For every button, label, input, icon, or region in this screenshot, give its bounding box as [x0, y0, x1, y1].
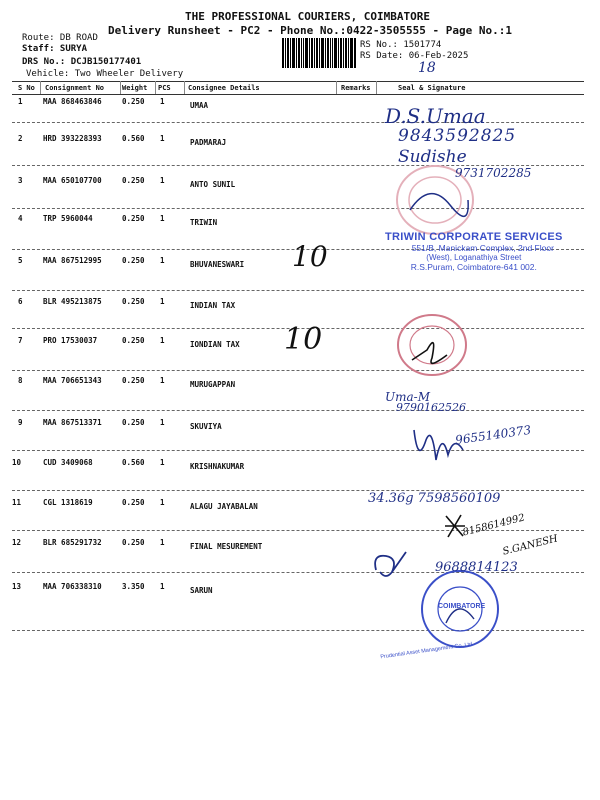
cell-pcs: 1: [160, 376, 165, 385]
col-divider: [376, 81, 377, 94]
cell-sno: 13: [12, 582, 22, 591]
cell-pcs: 1: [160, 256, 165, 265]
cell-pcs: 1: [160, 538, 165, 547]
cell-consignment-no: TRP 5960044: [43, 214, 93, 223]
remark-mark-row5: 10: [292, 240, 328, 273]
signature-phone-row9: 9655140373: [454, 422, 532, 448]
cell-consignee: SKUVIYA: [190, 422, 222, 431]
cell-consignee: PADMARAJ: [190, 138, 227, 147]
cell-consignment-no: PRO 17530037: [43, 336, 98, 345]
cell-weight: 0.250: [122, 418, 145, 427]
cell-pcs: 1: [160, 97, 165, 106]
signature-text-row11: 34.36g 7598560109: [368, 491, 501, 506]
signature-name-row8: Uma-M: [385, 390, 430, 404]
signature-phone-row12: 8158614992: [461, 512, 527, 539]
signature-name-row2: Sudishe: [398, 147, 467, 167]
row-divider: [12, 450, 584, 451]
staff-label: Staff: SURYA: [22, 44, 88, 54]
signature-phone-row3: 9731702285: [455, 166, 532, 180]
route-label: Route: DB ROAD: [22, 33, 98, 43]
col-divider: [155, 81, 156, 94]
cell-consignment-no: CGL 1318619: [43, 498, 93, 507]
cell-consignment-no: MAA 706651343: [43, 376, 102, 385]
handwritten-count: 18: [418, 60, 436, 76]
rs-date: RS Date: 06-Feb-2025: [360, 51, 469, 61]
triwin-stamp: [385, 231, 563, 272]
cell-consignment-no: MAA 867512995: [43, 256, 102, 265]
cell-weight: 0.250: [122, 538, 145, 547]
company-title: THE PROFESSIONAL COURIERS, COIMBATORE: [185, 10, 431, 23]
signature-phone-row13: 9688814123: [435, 560, 518, 575]
cell-pcs: 1: [160, 336, 165, 345]
prudential-seal-city: COIMBATORE: [438, 603, 486, 610]
signature-name-row1: D.S.Umaa: [385, 104, 486, 128]
cell-consignment-no: MAA 706338310: [43, 582, 102, 591]
triwin-stamp-line1: 551/B, Manickam Complex, 2nd Floor: [411, 243, 554, 253]
rs-number: RS No.: 1501774: [360, 40, 442, 50]
signature-name-row12: S.GANESH: [501, 533, 560, 558]
col-header-sno: S No: [18, 84, 35, 92]
cell-weight: 0.250: [122, 256, 145, 265]
cell-sno: 5: [18, 256, 23, 265]
cell-sno: 7: [18, 336, 23, 345]
cell-consignment-no: CUD 3409068: [43, 458, 93, 467]
signature-scribble-row13: [370, 548, 410, 582]
cell-sno: 2: [18, 134, 23, 143]
cell-sno: 6: [18, 297, 23, 306]
prudential-seal-ring: Prudential Asset Management Co. Ltd: [380, 641, 473, 661]
cell-consignee: ALAGU JAYABALAN: [190, 502, 258, 511]
signature-phone-row1: 9843592825: [398, 126, 517, 146]
triwin-stamp-name: TRIWIN CORPORATE SERVICES: [385, 231, 563, 243]
cell-consignee: TRIWIN: [190, 218, 218, 227]
cell-consignee: INDIAN TAX: [190, 301, 236, 310]
cell-consignee: IONDIAN TAX: [190, 340, 240, 349]
cell-weight: 0.250: [122, 498, 145, 507]
cell-consignee: FINAL MESUREMENT: [190, 542, 263, 551]
cell-consignment-no: MAA 868463846: [43, 97, 102, 106]
cell-consignment-no: BLR 685291732: [43, 538, 102, 547]
cell-weight: 0.560: [122, 458, 145, 467]
col-divider: [40, 81, 41, 94]
drs-number: DRS No.: DCJB150177401: [22, 57, 142, 67]
row-divider: [12, 410, 584, 411]
cell-consignee: KRISHNAKUMAR: [190, 462, 245, 471]
cell-sno: 3: [18, 176, 23, 185]
cell-sno: 11: [12, 498, 22, 507]
cell-pcs: 1: [160, 418, 165, 427]
cell-consignment-no: MAA 650107700: [43, 176, 102, 185]
cell-pcs: 1: [160, 498, 165, 507]
cell-pcs: 1: [160, 176, 165, 185]
row-divider: [12, 530, 584, 531]
cell-pcs: 1: [160, 214, 165, 223]
cell-consignment-no: MAA 867513371: [43, 418, 102, 427]
cell-sno: 12: [12, 538, 22, 547]
cell-consignee: SARUN: [190, 586, 213, 595]
cell-consignee: ANTO SUNIL: [190, 180, 236, 189]
cell-consignee: UMAA: [190, 101, 209, 110]
cell-weight: 0.250: [122, 176, 145, 185]
cell-weight: 0.560: [122, 134, 145, 143]
cell-sno: 4: [18, 214, 23, 223]
signature-scribble-row9: [408, 420, 468, 470]
col-header-remarks: Remarks: [341, 84, 371, 92]
cell-pcs: 1: [160, 297, 165, 306]
cell-sno: 8: [18, 376, 23, 385]
cell-weight: 0.250: [122, 214, 145, 223]
col-header-pcs: PCS: [158, 84, 171, 92]
remark-mark-row7: 10: [284, 322, 323, 357]
cell-consignee: MURUGAPPAN: [190, 380, 236, 389]
row-divider: [12, 370, 584, 371]
cell-weight: 0.250: [122, 297, 145, 306]
cell-consignment-no: HRD 393228393: [43, 134, 102, 143]
col-divider: [336, 81, 337, 94]
row-divider: [12, 208, 584, 209]
runsheet-title: Delivery Runsheet - PC2 - Phone No.:0422-3505555 - Page No.:1: [108, 24, 512, 37]
cell-pcs: 1: [160, 458, 165, 467]
cell-weight: 0.250: [122, 336, 145, 345]
col-header-consignment: Consignment No: [45, 84, 105, 92]
cell-weight: 0.250: [122, 376, 145, 385]
signature-phone-row8: 9790162526: [396, 401, 466, 414]
cell-sno: 1: [18, 97, 23, 106]
col-header-seal-signature: Seal & Signature: [398, 84, 466, 92]
col-divider: [120, 81, 121, 94]
triwin-stamp-line2: (West), Loganathiya Street: [426, 253, 522, 262]
cell-weight: 3.350: [122, 582, 145, 591]
header-bottom-rule: [12, 94, 584, 95]
row-divider: [12, 122, 584, 123]
row-divider: [12, 290, 584, 291]
col-header-weight: Weight: [122, 84, 148, 92]
cell-consignee: BHUVANESWARI: [190, 260, 245, 269]
round-seal-stamp-row7: [392, 310, 472, 380]
cell-sno: 9: [18, 418, 23, 427]
triwin-stamp-line3: R.S.Puram, Coimbatore-641 002.: [410, 262, 537, 272]
cell-sno: 10: [12, 458, 22, 467]
table-top-rule: [12, 81, 584, 82]
vehicle-label: Vehicle: Two Wheeler Delivery: [26, 69, 184, 79]
cell-weight: 0.250: [122, 97, 145, 106]
barcode: [282, 38, 356, 68]
cell-pcs: 1: [160, 582, 165, 591]
col-header-consignee: Consignee Details: [188, 84, 260, 92]
cell-pcs: 1: [160, 134, 165, 143]
cell-consignment-no: BLR 495213875: [43, 297, 102, 306]
col-divider: [184, 81, 185, 94]
